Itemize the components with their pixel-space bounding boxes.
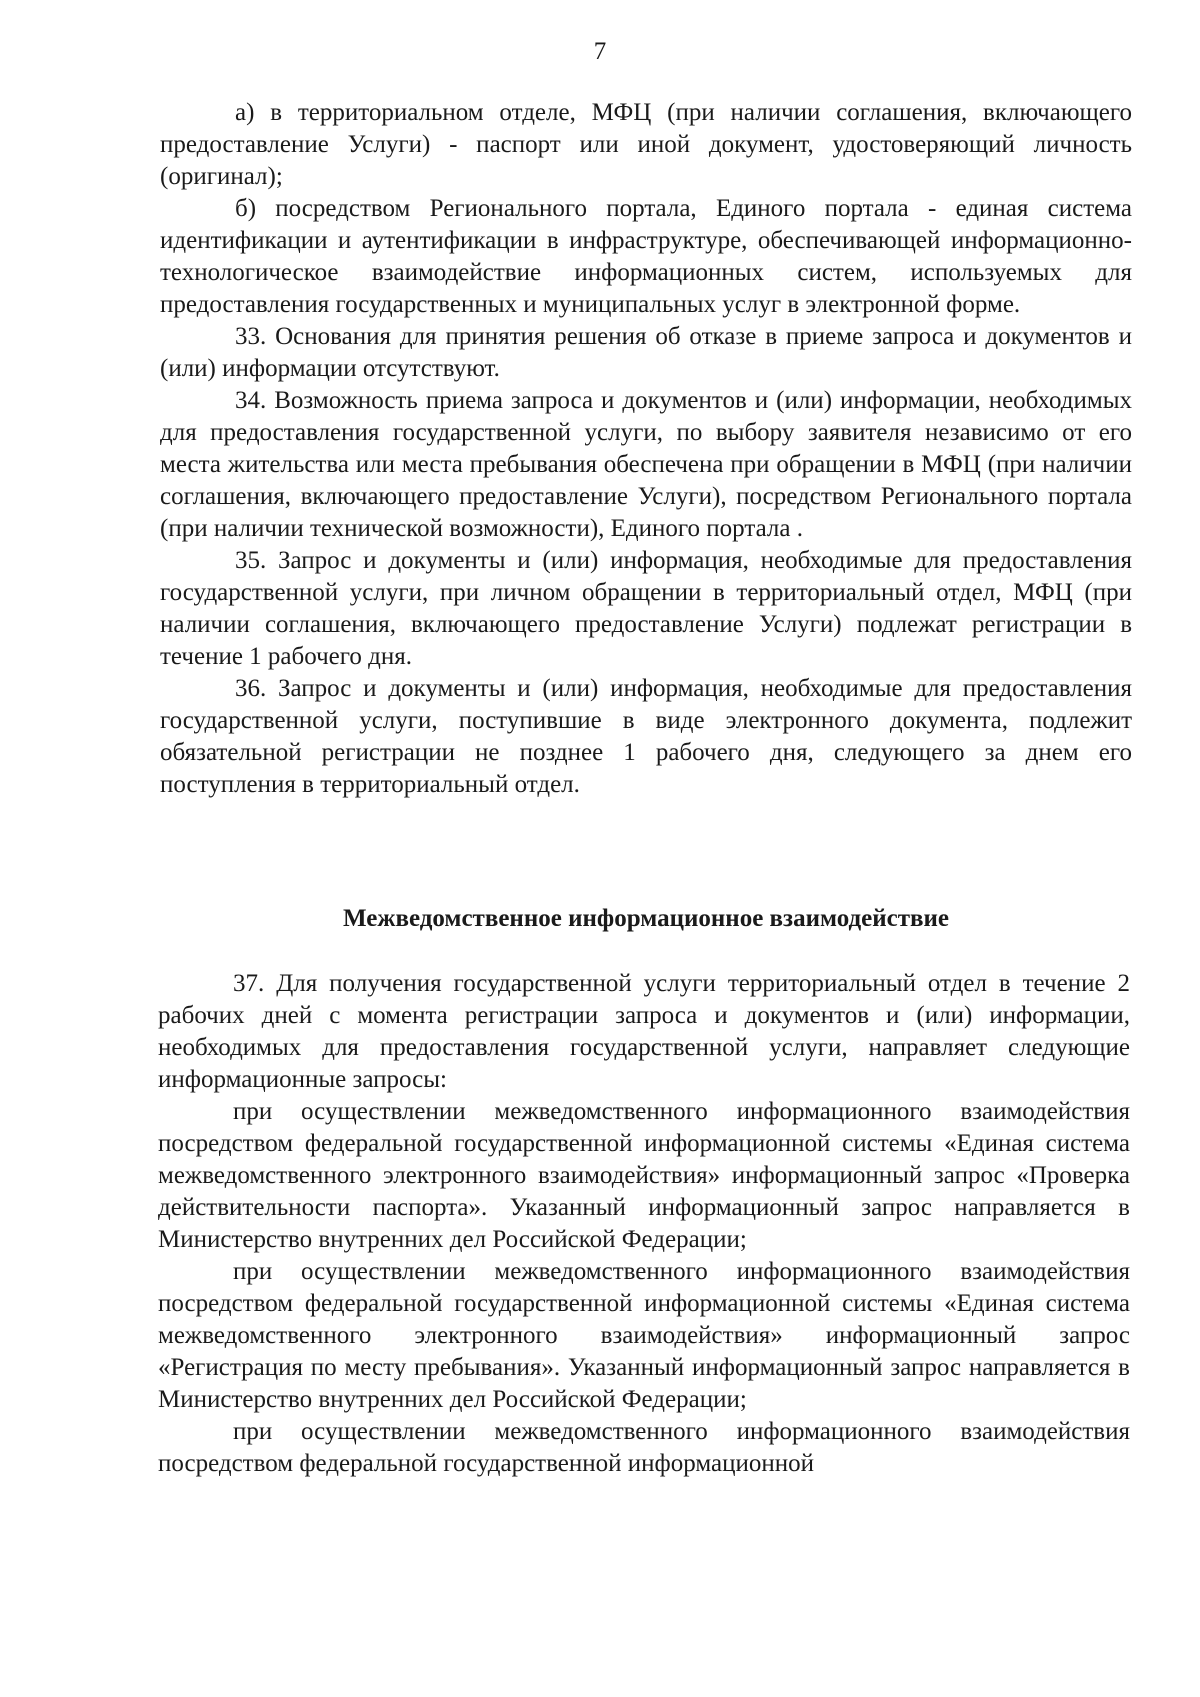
paragraph-request-continued: при осуществлении межведомственного информационного взаимодействия посредством федеральной государственной информационной [158,1418,1130,1477]
paragraph-34: 34. Возможность приема запроса и документов и (или) информации, необходимых для предоставления государственной услуги, по выбору заявителя независимо от его места жительства или места пребывания обеспечена при обращении в МФЦ (при наличии соглашения, включающего предоставление Услуги), посредством Регионального портала (при наличии технической возможности), Единого портала . [160,387,1132,542]
document-body-top [160,97,1132,801]
paragraph-a: а) в территориальном отделе, МФЦ (при наличии соглашения, включающего предоставление Услуги) - паспорт или иной документ, удостоверяющий личность (оригинал); [160,99,1132,190]
paragraph-35: 35. Запрос и документы и (или) информация, необходимые для предоставления государственной услуги, при личном обращении в территориальный отдел, МФЦ (при наличии соглашения, включающего предоставление Услуги) подлежат регистрации в течение 1 рабочего дня. [160,547,1132,670]
paragraph-b: б) посредством Регионального портала, Единого портала - единая система идентификации и аутентификации в инфраструктуре, обеспечивающей информационно-технологическое взаимодействие информационных систем, используемых для предоставления государственных и муниципальных услуг в электронной форме. [160,195,1132,318]
paragraph-33: 33. Основания для принятия решения об отказе в приеме запроса и документов и (или) информации отсутствуют. [160,323,1132,382]
paragraph-request-passport: при осуществлении межведомственного информационного взаимодействия посредством федеральной государственной информационной системы «Единая система межведомственного электронного взаимодействия» информационный запрос «Проверка действительности паспорта». Указанный информационный запрос направляется в Министерство внутренних дел Российской Федерации; [158,1098,1130,1253]
paragraph-37: 37. Для получения государственной услуги территориальный отдел в течение 2 рабочих дней с момента регистрации запроса и документов и (или) информации, необходимых для предоставления государственной услуги, направляет следующие информационные запросы: [158,970,1130,1093]
page-number: 7 [593,38,607,65]
paragraph-36: 36. Запрос и документы и (или) информация, необходимые для предоставления государственной услуги, поступившие в виде электронного документа, подлежит обязательной регистрации не позднее 1 рабочего дня, следующего за днем его поступления в территориальный отдел. [160,675,1132,798]
paragraph-request-registration: при осуществлении межведомственного информационного взаимодействия посредством федеральной государственной информационной системы «Единая система межведомственного электронного взаимодействия» информационный запрос «Регистрация по месту пребывания». Указанный информационный запрос направляется в Министерство внутренних дел Российской Федерации; [158,1258,1130,1413]
document-body-bottom [158,968,1130,1480]
section-heading: Межведомственное информационное взаимодействие [343,905,949,932]
